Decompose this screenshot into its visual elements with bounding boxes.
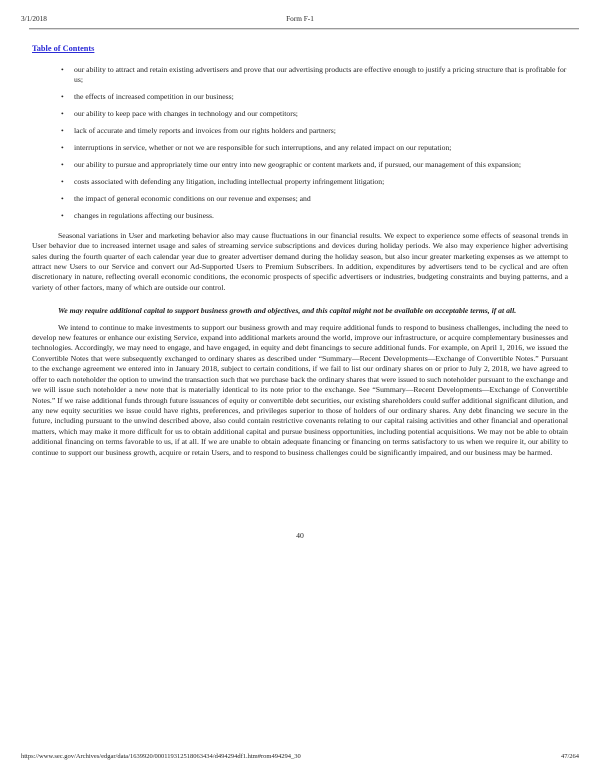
bullet-icon: • [61,143,64,153]
seasonal-variations-paragraph: Seasonal variations in User and marketing behavior also may cause fluctuations in our financial results. We expect to experience some effects of seasonal trends in User behavior due to increased internet usage and sales of streaming service subscriptions and devices during holiday periods. We also may experience higher advertising sales during the fourth quarter of each calendar year due to greater advertiser demand during the holiday season, but also incur greater marketing expenses as we attempt to attract new Users to our Service and convert our Ad-Supported Users to Premium Subscribers. In addition, expenditures by advertisers tend to be cyclical and are often discretionary in nature, reflecting overall economic conditions, the economic prospects of specific advertisers or industries, budgeting constraints and buying patterns, and a variety of other factors, many of which are outside our control. [32,230,568,292]
list-item [32,160,568,170]
list-item-text: changes in regulations affecting our business. [74,211,214,221]
footer-page-count: 47/264 [560,753,579,760]
header-divider [29,28,579,30]
bullet-icon: • [61,211,64,221]
list-item-text: interruptions in service, whether or not we are responsible for such interruptions, and any related impact on our reputation; [74,143,452,153]
list-item-text: costs associated with defending any litigation, including intellectual property infringement litigation; [74,177,385,187]
list-item [32,143,568,153]
list-item-text: our ability to keep pace with changes in technology and our competitors; [74,109,298,119]
bullet-icon: • [61,160,64,170]
footer-url: https://www.sec.gov/Archives/edgar/data/1639920/000119312518063434/d494294df1.htm#rom494294_30 [21,753,301,760]
risk-factor-list [32,65,568,222]
list-item-text: our ability to pursue and appropriately time our entry into new geographic or content markets and, if pursued, our management of this expansion; [74,160,522,170]
list-item [32,211,568,221]
bullet-icon: • [61,126,64,136]
list-item [32,177,568,187]
list-item [32,109,568,119]
bullet-icon: • [61,109,64,119]
list-item-text: the effects of increased competition in our business; [74,92,234,102]
bullet-icon: • [61,177,64,187]
print-date: 3/1/2018 [21,14,47,23]
page-number: 40 [296,531,304,540]
list-item [32,65,568,86]
additional-capital-paragraph: We intend to continue to make investments to support our business growth and may require additional funds to respond to business challenges, including the need to develop new features or enhance our existing Service, expand into additional markets around the world, improve our infrastructure, or acquire complementary businesses and technologies. Accordingly, we may need to engage, and have engaged, in equity and debt financings to secure additional funds. For example, on April 1, 2016, we issued the Convertible Notes that were subsequently exchanged to ordinary shares as described under “Summary—Recent Developments—Exchange of Convertible Notes.” Pursuant to the exchange agreement we entered into in January 2018, subject to certain conditions, if we fail to list our ordinary shares on or prior to July 2, 2018, we have agreed to offer to each noteholder the option to unwind the transaction such that we purchase back the ordinary shares that were issued to such noteholder pursuant to the exchange and we will issue such noteholder a new note that is materially identical to its note prior to the exchange. See “Summary—Recent Developments—Exchange of Convertible Notes.” If we raise additional funds through future issuances of equity or convertible debt securities, our existing shareholders could suffer additional significant dilution, and any new equity securities we issue could have rights, preferences, and privileges superior to those of holders of our ordinary shares. Any debt financing we secure in the future, including pursuant to the unwind described above, also could contain restrictive covenants relating to our capital raising activities and other financial and operational matters, which may make it more difficult for us to obtain additional capital and pursue business opportunities, including potential acquisitions. We may not be able to obtain additional financing on terms favorable to us, if at all. If we are unable to obtain adequate financing or financing on terms satisfactory to us when we require it, our ability to continue to support our business growth, acquire or retain Users, and to respond to business challenges could be significantly impaired, and our business may be harmed. [32,322,568,457]
bullet-icon: • [61,194,64,204]
list-item-text: lack of accurate and timely reports and invoices from our rights holders and partners; [74,126,336,136]
list-item [32,194,568,204]
table-of-contents-link[interactable]: Table of Contents [32,44,95,53]
document-body [32,65,568,458]
bullet-icon: • [61,65,64,74]
list-item [32,92,568,102]
document-title: Form F-1 [286,14,314,23]
list-item-text: our ability to attract and retain existing advertisers and prove that our advertising products are effective enough to justify a pricing structure that is profitable for us; [74,65,567,85]
risk-factor-heading: We may require additional capital to support business growth and objectives, and this capital might not be available on acceptable terms, if at all. [58,306,517,316]
list-item-text: the impact of general economic conditions on our revenue and expenses; and [74,194,311,204]
list-item [32,126,568,136]
bullet-icon: • [61,92,64,102]
